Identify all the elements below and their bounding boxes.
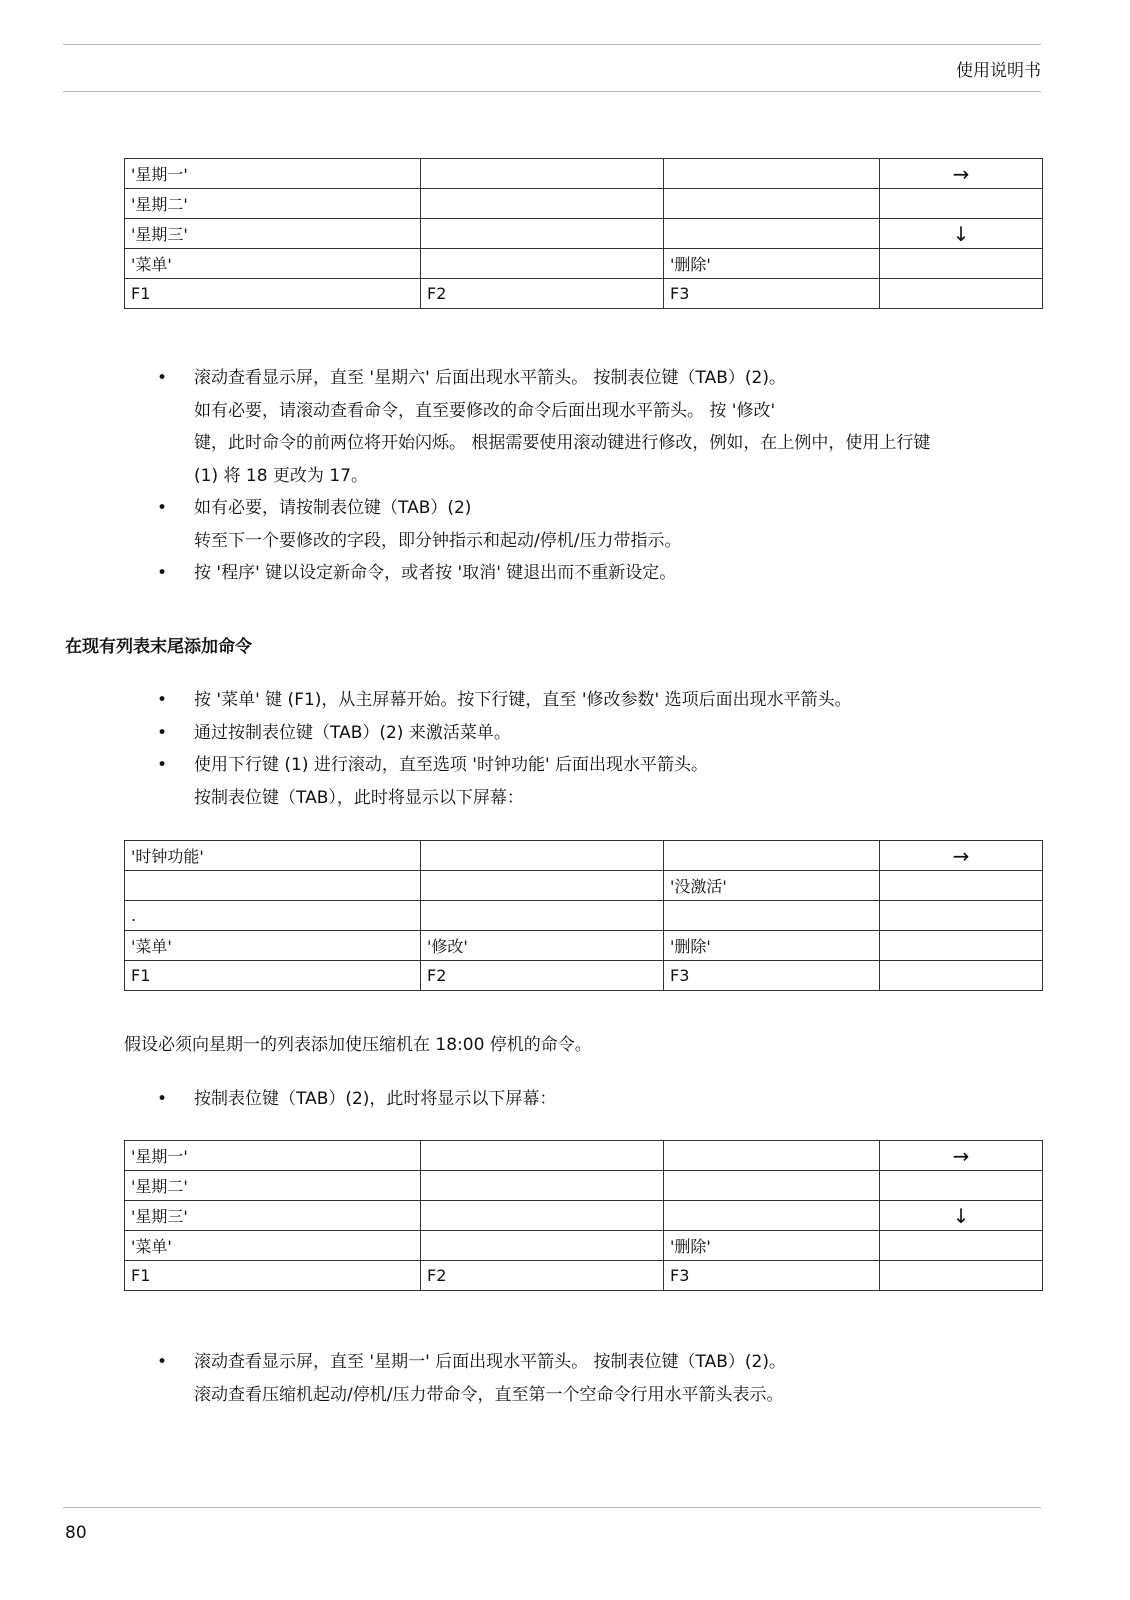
table-cell bbox=[880, 279, 1043, 309]
table-cell: '没激活' bbox=[664, 871, 880, 901]
table-cell bbox=[664, 1141, 880, 1171]
text-line: 按制表位键（TAB），此时将显示以下屏幕： bbox=[194, 787, 524, 808]
display-screen-table-2 bbox=[124, 840, 1043, 991]
table-cell bbox=[125, 871, 421, 901]
list-item bbox=[0, 1083, 1034, 1116]
display-screen-table-3 bbox=[124, 1140, 1043, 1291]
table-cell bbox=[664, 841, 880, 871]
body-paragraph: 假设必须向星期一的列表添加使压缩机在 18:00 停机的命令。 bbox=[124, 1035, 592, 1055]
table-cell: '菜单' bbox=[125, 1231, 421, 1261]
table-cell bbox=[421, 1171, 664, 1201]
table-row bbox=[125, 219, 1043, 249]
table-cell bbox=[421, 1141, 664, 1171]
list-item bbox=[0, 717, 1034, 750]
list-item bbox=[0, 492, 1034, 557]
table-cell bbox=[880, 1261, 1043, 1291]
text-line: (1) 将 18 更改为 17。 bbox=[194, 465, 368, 486]
text-line: 按 '程序' 键以设定新命令，或者按 '取消' 键退出而不重新设定。 bbox=[194, 563, 677, 583]
list-item bbox=[0, 684, 1034, 717]
table-cell: '时钟功能' bbox=[125, 841, 421, 871]
text-line: 如有必要，请滚动查看命令，直至要修改的命令后面出现水平箭头。 按 '修改' bbox=[194, 400, 776, 421]
table-cell: '删除' bbox=[664, 1231, 880, 1261]
table-row bbox=[125, 901, 1043, 931]
table-row bbox=[125, 249, 1043, 279]
table-cell bbox=[421, 1201, 664, 1231]
table-cell bbox=[880, 931, 1043, 961]
function-key-label: F3 bbox=[664, 279, 880, 309]
table-cell bbox=[664, 219, 880, 249]
table-cell bbox=[664, 1201, 880, 1231]
header-rule-top bbox=[63, 44, 1041, 45]
instruction-list-2 bbox=[0, 684, 1034, 814]
table-row bbox=[125, 841, 1043, 871]
function-key-label: F2 bbox=[421, 961, 664, 991]
table-cell bbox=[421, 871, 664, 901]
list-item bbox=[0, 749, 1034, 814]
table-cell bbox=[880, 1171, 1043, 1201]
table-row bbox=[125, 159, 1043, 189]
list-item bbox=[0, 362, 1034, 492]
function-key-label: F1 bbox=[125, 961, 421, 991]
table-cell bbox=[421, 841, 664, 871]
function-key-label: F2 bbox=[421, 1261, 664, 1291]
table-cell: '菜单' bbox=[125, 249, 421, 279]
table-row bbox=[125, 931, 1043, 961]
arrow-down-icon: ↓ bbox=[880, 219, 1043, 249]
bullet-icon: • bbox=[157, 722, 168, 743]
function-key-label: F2 bbox=[421, 279, 664, 309]
function-key-label: F1 bbox=[125, 1261, 421, 1291]
table-cell: '星期一' bbox=[125, 1141, 421, 1171]
table-cell bbox=[664, 159, 880, 189]
table-cell bbox=[421, 249, 664, 279]
bullet-icon: • bbox=[157, 1089, 168, 1109]
list-item bbox=[0, 557, 1034, 590]
table-cell: '星期二' bbox=[125, 189, 421, 219]
bullet-icon: • bbox=[157, 368, 168, 388]
table-row bbox=[125, 1171, 1043, 1201]
instruction-list-3 bbox=[0, 1083, 1034, 1116]
arrow-down-icon: ↓ bbox=[880, 1201, 1043, 1231]
table-row bbox=[125, 189, 1043, 219]
text-line: 滚动查看显示屏，直至 '星期一' 后面出现水平箭头。 按制表位键（TAB）(2)。 bbox=[194, 1352, 786, 1372]
table-cell: '星期二' bbox=[125, 1171, 421, 1201]
table-cell: '星期三' bbox=[125, 1201, 421, 1231]
table-row bbox=[125, 1261, 1043, 1291]
table-row bbox=[125, 961, 1043, 991]
page-number: 80 bbox=[65, 1523, 87, 1543]
table-cell: . bbox=[125, 901, 421, 931]
table-row bbox=[125, 871, 1043, 901]
section-heading: 在现有列表末尾添加命令 bbox=[65, 637, 252, 657]
table-row bbox=[125, 1141, 1043, 1171]
table-cell bbox=[421, 189, 664, 219]
text-line: 使用下行键 (1) 进行滚动，直至选项 '时钟功能' 后面出现水平箭头。 bbox=[194, 755, 709, 775]
table-cell bbox=[421, 901, 664, 931]
list-item bbox=[0, 1346, 1034, 1411]
table-cell bbox=[421, 1231, 664, 1261]
text-line: 滚动查看压缩机起动/停机/压力带命令，直至第一个空命令行用水平箭头表示。 bbox=[194, 1384, 784, 1405]
table-cell bbox=[421, 219, 664, 249]
text-line: 按制表位键（TAB）(2)，此时将显示以下屏幕： bbox=[194, 1089, 557, 1109]
text-line: 滚动查看显示屏，直至 '星期六' 后面出现水平箭头。 按制表位键（TAB）(2)。 bbox=[194, 368, 786, 388]
function-key-label: F1 bbox=[125, 279, 421, 309]
text-line: 通过按制表位键（TAB）(2) 来激活菜单。 bbox=[194, 722, 511, 743]
table-cell bbox=[880, 871, 1043, 901]
table-cell bbox=[664, 901, 880, 931]
table-cell: '菜单' bbox=[125, 931, 421, 961]
table-cell: '星期三' bbox=[125, 219, 421, 249]
table-cell bbox=[664, 189, 880, 219]
text-line: 键，此时命令的前两位将开始闪烁。 根据需要使用滚动键进行修改，例如，在上例中，使用上行键 bbox=[194, 433, 931, 453]
function-key-label: F3 bbox=[664, 1261, 880, 1291]
display-screen-table-1 bbox=[124, 158, 1043, 309]
instruction-list-1 bbox=[0, 362, 1034, 590]
bullet-icon: • bbox=[157, 1352, 168, 1372]
table-cell bbox=[880, 901, 1043, 931]
text-line: 按 '菜单' 键 (F1)，从主屏幕开始。按下行键，直至 '修改参数' 选项后面出现水平箭头。 bbox=[194, 690, 852, 710]
table-cell bbox=[880, 189, 1043, 219]
bullet-icon: • bbox=[157, 498, 168, 518]
table-cell bbox=[880, 1231, 1043, 1261]
header-rule-bottom bbox=[63, 91, 1041, 92]
bullet-icon: • bbox=[157, 563, 168, 583]
table-row bbox=[125, 1201, 1043, 1231]
footer-rule bbox=[63, 1507, 1041, 1508]
arrow-right-icon: → bbox=[880, 1141, 1043, 1171]
table-cell bbox=[880, 961, 1043, 991]
text-line: 如有必要，请按制表位键（TAB）(2) bbox=[194, 498, 472, 518]
instruction-list-4 bbox=[0, 1346, 1034, 1411]
arrow-right-icon: → bbox=[880, 841, 1043, 871]
table-cell: '修改' bbox=[421, 931, 664, 961]
table-row bbox=[125, 1231, 1043, 1261]
table-cell bbox=[664, 1171, 880, 1201]
bullet-icon: • bbox=[157, 755, 168, 775]
table-cell: '星期一' bbox=[125, 159, 421, 189]
bullet-icon: • bbox=[157, 690, 168, 710]
table-cell: '删除' bbox=[664, 249, 880, 279]
arrow-right-icon: → bbox=[880, 159, 1043, 189]
function-key-label: F3 bbox=[664, 961, 880, 991]
table-cell bbox=[421, 159, 664, 189]
table-row bbox=[125, 279, 1043, 309]
table-cell bbox=[880, 249, 1043, 279]
header-title: 使用说明书 bbox=[956, 61, 1041, 81]
table-cell: '删除' bbox=[664, 931, 880, 961]
text-line: 转至下一个要修改的字段，即分钟指示和起动/停机/压力带指示。 bbox=[194, 530, 682, 551]
